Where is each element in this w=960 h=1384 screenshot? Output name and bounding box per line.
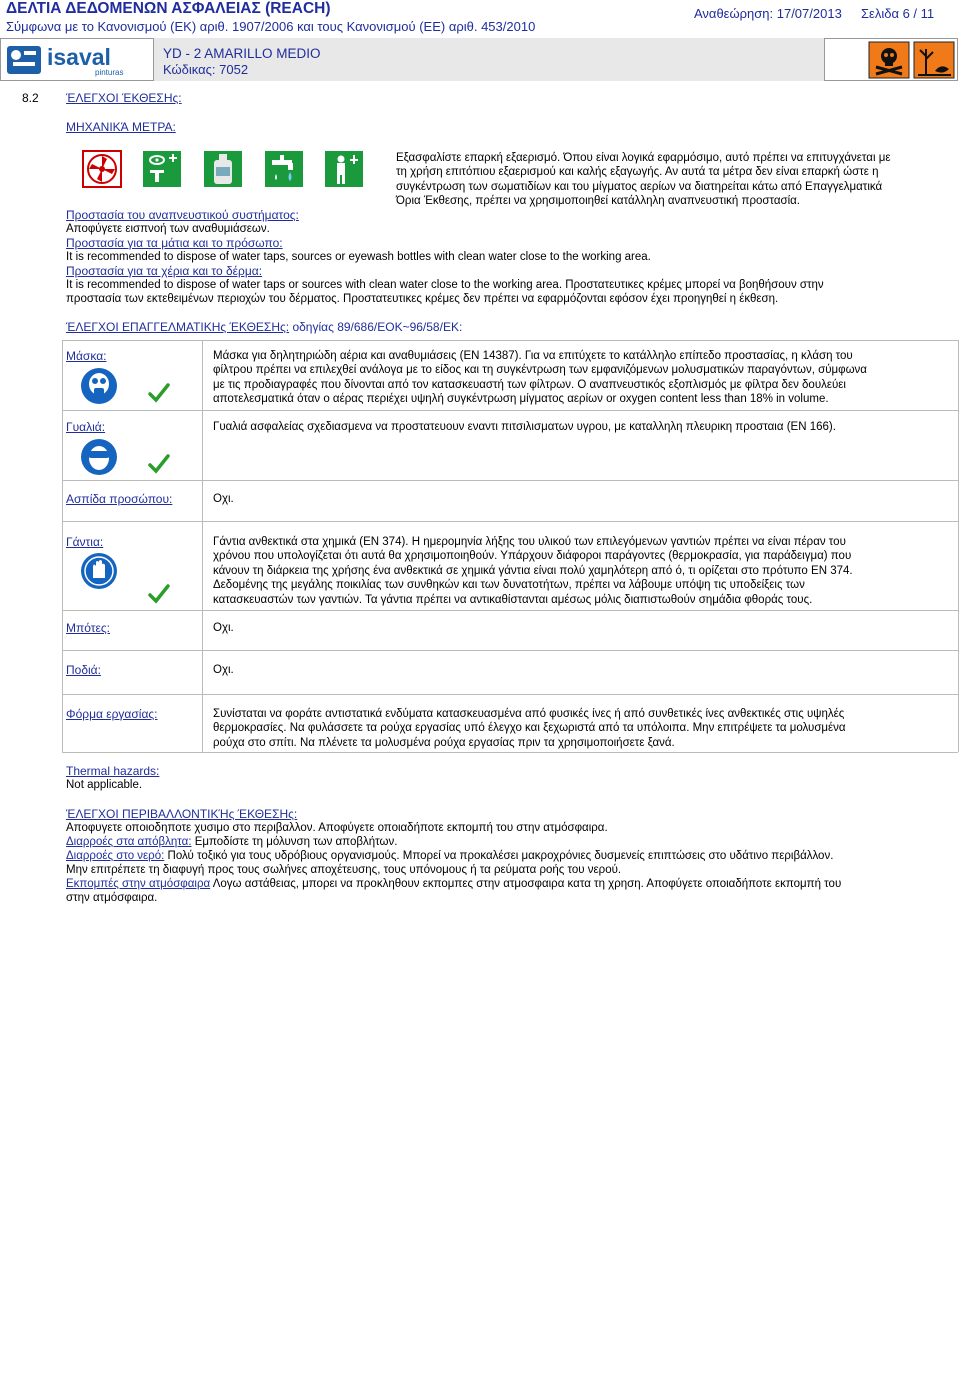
air-text: Λογω αστάθειας, μπορει να προκληθουν εκπομπες στην ατμοσφαιρα κατα τη χρηση. Αποφύγετε οποιαδήποτε εκπομπή του xyxy=(210,878,842,890)
table-border xyxy=(62,694,958,695)
toxic-skull-icon xyxy=(868,41,910,79)
table-border xyxy=(62,340,63,752)
water-label: Διαρροές στο νερό: xyxy=(66,850,165,862)
boots-text: Οχι. xyxy=(213,622,234,634)
text-line: Γάντια ανθεκτικά στα χημικά (EN 374). Η ημερομηνία λήξης του υλικού των επιλεγόμενων γαντιών πρέπει να είναι πέραν του xyxy=(213,536,846,548)
table-border xyxy=(62,650,958,651)
text-line: τη χρήση επιτόπιου εξαερισμού και καλής εξαγωγής. Αν αυτά τα μέτρα δεν είναι επαρκή ώστε η xyxy=(396,166,879,179)
text-line: κάνουν τη διάρκεια της χρήσης ένα ανθεκτικά σε χημικά γάντια είναι πολύ χαμηλότερη από ό, τι ορίζεται στο πρότυπο EN 374. xyxy=(213,564,853,577)
eye-face-protection-text: It is recommended to dispose of water taps, sources or eyewash bottles with clean water close to the working area. xyxy=(66,251,651,263)
table-border xyxy=(62,521,958,522)
text-line: φίλτρου πρέπει να επιλεχθεί ανάλογα με το είδος και τη συγκέντρωση των εμφανιζόμενων μολυσματικών παραγόντων, σύμφωνα xyxy=(213,364,867,377)
section-title: ΈΛΕΓΧΟΙ ΈΚΘΕΣΗς: xyxy=(66,91,182,105)
air-line xyxy=(66,877,841,891)
water-text-continued: Μην επιτρέπετε τη διαφυγή προς τους σωλήνες αποχέτευσης, τους υπόνομους ή τα ρεύματα ροής του νερού. xyxy=(66,864,622,876)
water-text: Πολύ τοξικό για τους υδρόβιους οργανισμούς. Μπορεί να προκαλέσει μακροχρόνιες δυσμενείς επιπτώσεις στο υδάτινο περιβάλλον. xyxy=(164,850,834,862)
text-line: κατασκευαστών των γαντιών. Τα γάντια πρέπει να αντικαθίστανται αμέσως μόλις διαπιστωθούν σημάδια φθοράς τους. xyxy=(213,593,813,606)
water-line xyxy=(66,849,833,863)
face-shield-text: Οχι. xyxy=(213,493,234,505)
occupational-directive: οδηγίας 89/686/ΕΟΚ~96/58/ΕΚ: xyxy=(289,320,463,334)
apron-text: Οχι. xyxy=(213,664,234,676)
air-label: Εκπομπές στην ατμόσφαιρα xyxy=(66,878,211,890)
ventilation-fan-icon xyxy=(82,150,122,193)
mask-label: Μάσκα: xyxy=(66,349,107,363)
company-logo xyxy=(1,39,153,80)
table-border xyxy=(202,340,203,752)
safety-shower-icon xyxy=(324,150,364,193)
face-shield-label: Ασπίδα προσώπου: xyxy=(66,492,173,506)
table-border xyxy=(62,340,958,341)
eye-face-protection-heading: Προστασία για τα μάτια και το πρόσωπο: xyxy=(66,236,283,250)
text-line: προστασία των εκτεθειμένων περιοχών του δέρματος. Προστατευτικες κρέμες δεν πρέπει να εφαρμόζονται εφόσον έχει προηγηθεί η έκθεση. xyxy=(66,293,779,306)
text-line: θερμοκρασίες. Να φυλάσσετε τα ρούχα εργασίας υπό έλεγχο και ξεχωριστά από τα υπόλοιπα. Μην επιτρέψετε τα μολυσμένα xyxy=(213,722,846,735)
regulation-subtitle: Σύμφωνα με το Κανονισμού (ΕΚ) αριθ. 1907/2006 και τους Κανονισμού (ΕΕ) αριθ. 453/2010 xyxy=(6,19,536,34)
eyewash-station-icon xyxy=(142,150,182,193)
gloves-label: Γάντια: xyxy=(66,535,104,549)
waste-line xyxy=(66,835,397,849)
text-line: Εξασφαλίστε επαρκή εξαερισμό. Όπου είναι λογικά εφαρμόσιμο, αυτό πρέπει να επιτυγχάνεται με xyxy=(396,152,891,164)
respiratory-protection-heading: Προστασία του αναπνευστικού συστήματος: xyxy=(66,208,299,222)
hand-skin-protection-heading: Προστασία για τα χέρια και το δέρμα: xyxy=(66,264,263,278)
table-border xyxy=(62,480,958,481)
product-name: YD - 2 AMARILLO MEDIO xyxy=(163,46,321,61)
coveralls-text xyxy=(213,707,953,750)
checkmark-icon xyxy=(148,454,170,479)
text-line: ρούχα στο σπίτι. Να πλένετε τα μολυσμένα ρούχα εργασίας πριν τα χρησιμοποιήσετε ξανά. xyxy=(213,736,675,749)
text-line: αποτελεσματικά όταν ο αέρας περιέχει υψηλή συγκέντρωση μίγματος αερίων or oxygen content less than 18% in volume. xyxy=(213,393,829,406)
goggles-label: Γυαλιά: xyxy=(66,420,106,434)
checkmark-icon xyxy=(148,383,170,408)
text-line: It is recommended to dispose of water taps or sources with clean water close to the working area. Προστατευτικες κρέμες μπορεί να βοηθήσουν στην xyxy=(66,279,824,291)
page-number: Σελιδα 6 / 11 xyxy=(861,6,935,21)
thermal-hazards-text: Not applicable. xyxy=(66,779,143,791)
text-line: συγκέντρωση των σωματιδίων και του μίγματος αερίων να διατηρείται κάτω από Επαγγελματικά xyxy=(396,180,883,193)
product-code: Κώδικας: 7052 xyxy=(163,62,249,77)
eyewash-bottle-icon xyxy=(203,150,243,193)
logo-subtitle: pinturas xyxy=(95,68,124,77)
mechanical-measures-heading: ΜΗΧΑΝΙΚΆ ΜΕΤΡΑ: xyxy=(66,120,176,134)
apron-label: Ποδιά: xyxy=(66,663,101,677)
mechanical-measures-text xyxy=(396,151,956,209)
checkmark-icon xyxy=(148,584,170,609)
gas-mask-icon xyxy=(80,367,118,410)
occupational-heading: ΈΛΕΓΧΟΙ ΕΠΑΓΓΕΛΜΑΤΙΚΗς ΈΚΘΕΣΗς: xyxy=(66,320,290,334)
gloves-icon xyxy=(80,552,118,595)
text-line: Δεδομένης της μεγάλης ποικιλίας των συνθηκών και των δυνατοτήτων, πρέπει να λάβουμε υπόψη τις υποδείξεις των xyxy=(213,579,805,592)
respiratory-protection-text: Αποφύγετε εισπνοή των αναθυμιάσεων. xyxy=(66,223,270,235)
table-border xyxy=(958,340,959,752)
hand-skin-protection-text xyxy=(66,278,956,307)
table-border xyxy=(62,752,958,753)
revision-date: Αναθεώρηση: 17/07/2013 xyxy=(694,6,842,21)
boots-label: Μπότες: xyxy=(66,621,110,635)
safety-goggles-icon xyxy=(80,438,118,481)
goggles-text: Γυαλιά ασφαλείας σχεδιασμενα να προστατευουν εναντι πιτσιλισματων υγρου, με καταλληλη πλευρικη προσταια (EN 166). xyxy=(213,421,836,433)
table-border xyxy=(62,410,958,411)
text-line: με τις προδιαγραφές που δίνονται από τον κατασκευαστή των φίλτρων. Ο αναπνευστικός εξοπλισμός με φίλτρα δεν δουλεύει xyxy=(213,378,846,391)
section-number: 8.2 xyxy=(22,91,39,105)
thermal-hazards-heading: Thermal hazards: xyxy=(66,764,160,778)
environmental-general-text: Αποφυγετε οποιοδηποτε χυσιμο στο περιβαλλον. Αποφύγετε οποιαδήποτε εκπομπή του στην ατμόσφαιρα. xyxy=(66,822,608,834)
isaval-logo-icon xyxy=(1,39,153,80)
gloves-text xyxy=(213,535,953,607)
mask-text xyxy=(213,349,953,407)
text-line: Συνίσταται να φοράτε αντιστατικά ενδύματα κατασκευασμένα από φυσικές ίνες ή από συνθετικές ίνες ανθεκτικές στις υψηλές xyxy=(213,708,845,720)
environment-hazard-icon xyxy=(913,41,955,79)
coveralls-label: Φόρμα εργασίας: xyxy=(66,707,158,721)
environmental-heading: ΈΛΕΓΧΟΙ ΠΕΡΙΒΑΛΛΟΝΤΙΚΉς ΈΚΘΕΣΗς: xyxy=(66,807,298,821)
text-line: χρόνου που υπολογίζεται ότι αυτά θα χρησιμοποιηθούν. Υπάρχουν διάφοροι παράγοντες (θερμοκρασία, για παράδειγμα) που xyxy=(213,550,852,563)
waste-label: Διαρροές στα απόβλητα: xyxy=(66,836,192,848)
waste-text: Εμποδίστε τη μόλυνση των αποβλήτων. xyxy=(191,836,398,848)
water-tap-icon xyxy=(264,150,304,193)
air-text-continued: στην ατμόσφαιρα. xyxy=(66,892,158,904)
document-title: ΔΕΛΤΙΑ ΔΕΔΟΜΕΝΩΝ ΑΣΦΑΛΕΙΑΣ (REACH) xyxy=(6,0,331,17)
occupational-heading-line xyxy=(66,320,462,334)
text-line: Μάσκα για δηλητηριώδη αέρια και αναθυμιάσεις (EN 14387). Για να επιτύχετε το κατάλληλο επίπεδο προστασίας, η κλάση του xyxy=(213,350,853,362)
logo-wordmark: isaval xyxy=(47,44,111,70)
text-line: Όρια Έκθεσης, πρέπει να χρησιμοποιηθεί κατάλληλη αναπνευστική προστασία. xyxy=(396,195,801,208)
table-border xyxy=(62,610,958,611)
